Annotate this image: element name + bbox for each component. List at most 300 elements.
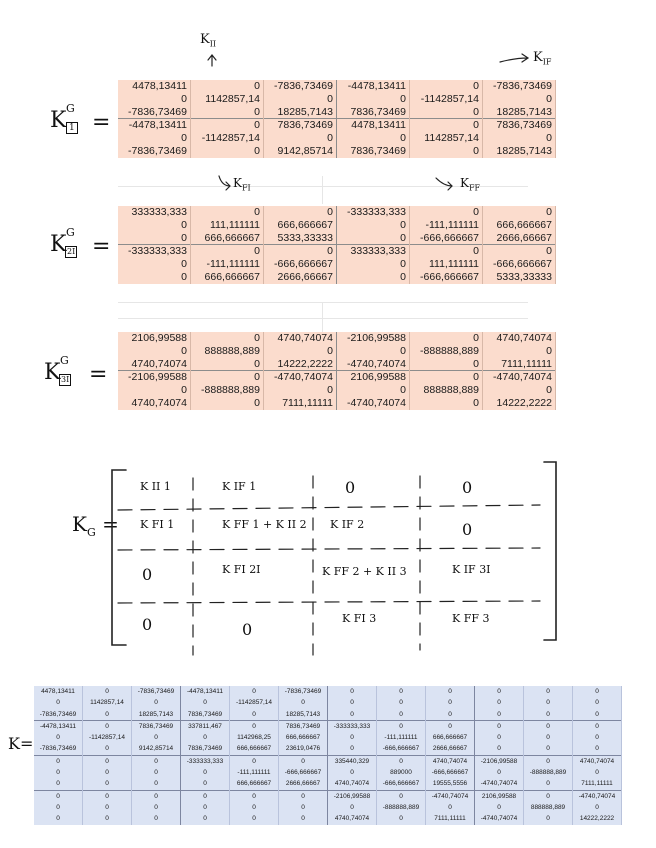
matrix-cell: 0 [191, 106, 264, 119]
matrix-cell: 0 [410, 358, 483, 371]
matrix-cell: 0 [337, 271, 410, 284]
matrix-cell: -4740,74074 [337, 358, 410, 371]
matrix-cell: 4478,13411 [118, 80, 191, 93]
matrix-cell: 0 [230, 755, 279, 767]
matrix-cell: 0 [118, 232, 191, 245]
matrix-cell: 0 [132, 755, 181, 767]
matrix-cell: -666,666667 [410, 271, 483, 284]
matrix-cell: -4740,74074 [483, 371, 556, 384]
matrix-cell: 0 [118, 219, 191, 232]
matrix-cell: 0 [483, 345, 556, 358]
matrix-row [118, 397, 556, 410]
matrix-cell: 0 [426, 802, 475, 813]
matrix-cell: -7836,73469 [118, 106, 191, 119]
matrix-cell: -666,666667 [426, 767, 475, 778]
arrow-right-icon [500, 54, 528, 62]
matrix-cell: -333333,333 [337, 206, 410, 219]
matrix-cell: -1142857,14 [410, 93, 483, 106]
bracket-left-icon [112, 470, 126, 645]
matrix-cell: 0 [34, 778, 83, 790]
matrix-cell: 7836,73469 [132, 720, 181, 732]
matrix-row [34, 755, 622, 767]
matrix-cell: 4740,74074 [328, 813, 377, 824]
annotation-k-ff-main: K [460, 176, 469, 190]
matrix-cell: 0 [191, 119, 264, 132]
matrix-cell: 0 [279, 790, 328, 802]
matrix-cell: 0 [132, 732, 181, 743]
block-matrix-cell: K IF 2 [330, 518, 365, 531]
matrix-row [34, 778, 622, 790]
matrix-cell: 0 [328, 802, 377, 813]
matrix-cell: 0 [337, 258, 410, 271]
matrix-cell: 0 [191, 245, 264, 258]
matrix-cell: 4740,74074 [118, 397, 191, 410]
matrix-cell: 0 [328, 767, 377, 778]
matrix-cell: 0 [524, 755, 573, 767]
block-matrix-cell: 0 [242, 620, 253, 639]
matrix3-label-main: K [44, 360, 61, 385]
matrix-cell: 0 [181, 778, 230, 790]
matrix-cell: 0 [377, 709, 426, 721]
matrix-cell: 5333,33333 [483, 271, 556, 284]
matrix-cell: 0 [264, 93, 337, 106]
matrix-cell: 0 [181, 813, 230, 824]
matrix-cell: 0 [426, 709, 475, 721]
matrix-cell: -666,666667 [264, 258, 337, 271]
global-block-label-equals: = [102, 512, 119, 536]
annotation-k-ff [460, 176, 480, 192]
matrix-cell: 7836,73469 [483, 119, 556, 132]
matrix-cell: -4478,13411 [34, 720, 83, 732]
matrix-cell: 0 [573, 802, 622, 813]
matrix-cell: 7111,11111 [264, 397, 337, 410]
matrix-row [34, 743, 622, 755]
spreadsheet-gridline [118, 302, 528, 303]
matrix-cell: 0 [83, 813, 132, 824]
matrix-row [118, 232, 556, 245]
matrix-cell: 0 [132, 697, 181, 708]
matrix-cell: -4740,74074 [475, 813, 524, 824]
matrix-cell: -2106,99588 [475, 755, 524, 767]
matrix1-label-main: K [50, 108, 67, 133]
matrix-cell: 0 [264, 132, 337, 145]
matrix-cell: 0 [181, 767, 230, 778]
matrix-cell: 0 [410, 245, 483, 258]
matrix3-label-sup: G [60, 354, 69, 367]
matrix-cell: 0 [83, 686, 132, 697]
matrix-cell: 0 [191, 206, 264, 219]
block-matrix-cell: K IF 3I [452, 563, 491, 576]
matrix-cell: 0 [377, 813, 426, 824]
matrix-cell: 7836,73469 [337, 106, 410, 119]
matrix-cell: 0 [483, 206, 556, 219]
matrix-cell: 0 [118, 132, 191, 145]
matrix-cell: 0 [264, 384, 337, 397]
annotation-k-ii-main: K [200, 32, 210, 47]
matrix-cell: 0 [573, 709, 622, 721]
matrix-cell: 0 [337, 93, 410, 106]
matrix-cell: 0 [279, 813, 328, 824]
matrix-cell: 0 [475, 709, 524, 721]
matrix-cell: 4740,74074 [264, 332, 337, 345]
block-divider [118, 505, 540, 510]
matrix-row [34, 802, 622, 813]
matrix-cell: 0 [230, 790, 279, 802]
matrix-cell: 0 [377, 686, 426, 697]
global-matrix-label: K= [8, 734, 34, 753]
matrix-cell: 14222,2222 [573, 813, 622, 824]
matrix-cell: 0 [475, 720, 524, 732]
matrix-row [34, 813, 622, 824]
matrix-cell: 4478,13411 [34, 686, 83, 697]
matrix-cell: 0 [573, 732, 622, 743]
matrix-cell: 666,666667 [264, 219, 337, 232]
matrix-cell: 14222,2222 [483, 397, 556, 410]
spreadsheet-gridline [118, 318, 528, 319]
matrix-cell: -4740,74074 [475, 778, 524, 790]
global-block-label-sub: G [86, 526, 96, 539]
matrix-cell: 0 [230, 709, 279, 721]
matrix-cell: 666,666667 [230, 743, 279, 755]
matrix-row [118, 145, 556, 158]
annotation-k-ii-sub: II [209, 39, 217, 49]
matrix-cell: 0 [181, 732, 230, 743]
annotation-k-if [533, 50, 551, 67]
matrix-cell: -7836,73469 [118, 145, 191, 158]
matrix-cell: -666,666667 [279, 767, 328, 778]
matrix-cell: 666,666667 [426, 732, 475, 743]
matrix-cell: 7836,73469 [181, 709, 230, 721]
matrix-cell: -888888,889 [191, 384, 264, 397]
matrix-cell: -666,666667 [483, 258, 556, 271]
matrix3-label-box: 3I [61, 375, 70, 384]
matrix-cell: 0 [377, 697, 426, 708]
matrix-cell: 0 [83, 802, 132, 813]
matrix-cell: -7836,73469 [483, 80, 556, 93]
matrix-cell: 0 [377, 720, 426, 732]
matrix-cell: -4740,74074 [264, 371, 337, 384]
matrix-cell: 0 [34, 767, 83, 778]
matrix-cell: 7111,11111 [573, 778, 622, 790]
matrix-cell: 23619,0476 [279, 743, 328, 755]
matrix-cell: 0 [337, 219, 410, 232]
spreadsheet-gridline [322, 302, 323, 332]
matrix-cell: 0 [118, 258, 191, 271]
matrix-cell: 0 [279, 755, 328, 767]
matrix-cell: 888888,889 [191, 345, 264, 358]
matrix-cell: 0 [83, 778, 132, 790]
matrix-cell: 0 [410, 119, 483, 132]
matrix-cell: 0 [337, 232, 410, 245]
matrix-cell: 0 [191, 371, 264, 384]
annotation-k-if-sub: IF [542, 57, 552, 67]
matrix-cell: 4478,13411 [337, 119, 410, 132]
matrix-cell: -888888,889 [524, 767, 573, 778]
matrix-cell: -888888,889 [377, 802, 426, 813]
matrix-cell: -1142857,14 [83, 732, 132, 743]
matrix-cell: 0 [475, 743, 524, 755]
matrix-cell: 0 [132, 790, 181, 802]
matrix-cell: 0 [191, 145, 264, 158]
matrix-row [34, 732, 622, 743]
matrix-cell: 0 [410, 145, 483, 158]
matrix-cell: 0 [573, 767, 622, 778]
matrix-cell: 0 [483, 93, 556, 106]
matrix-cell: 7836,73469 [181, 743, 230, 755]
matrix-cell: 0 [230, 686, 279, 697]
matrix-cell: 1142857,14 [191, 93, 264, 106]
matrix-cell: -4478,13411 [181, 686, 230, 697]
matrix-cell: 0 [426, 720, 475, 732]
block-divider [118, 601, 540, 603]
matrix-cell: 0 [83, 790, 132, 802]
matrix-cell: 18285,7143 [279, 709, 328, 721]
block-matrix-cell: K FI 2I [222, 563, 261, 576]
matrix-cell: 0 [377, 790, 426, 802]
matrix-cell: 666,666667 [279, 732, 328, 743]
matrix-row [118, 371, 556, 384]
matrix-cell: 14222,2222 [264, 358, 337, 371]
matrix-cell: 0 [328, 686, 377, 697]
matrix-cell: 0 [410, 332, 483, 345]
matrix2-label-box: 2I [67, 247, 76, 256]
matrix-cell: 0 [410, 80, 483, 93]
matrix-cell: 0 [475, 697, 524, 708]
matrix-cell: 889000 [377, 767, 426, 778]
matrix-cell: 0 [475, 686, 524, 697]
matrix-cell: 0 [337, 132, 410, 145]
matrix-cell: -111,111111 [230, 767, 279, 778]
matrix-row [34, 709, 622, 721]
matrix-cell: 0 [524, 709, 573, 721]
matrix2-label-sup: G [66, 226, 75, 239]
matrix-cell: 4740,74074 [573, 755, 622, 767]
matrix-row [118, 345, 556, 358]
matrix-cell: 0 [132, 813, 181, 824]
matrix-cell: -4740,74074 [426, 790, 475, 802]
arrow-up-icon [208, 55, 216, 66]
matrix-cell: 7111,11111 [483, 358, 556, 371]
matrix-cell: 0 [377, 755, 426, 767]
matrix-cell: 0 [264, 245, 337, 258]
matrix-cell: 0 [264, 206, 337, 219]
matrix-cell: 0 [132, 778, 181, 790]
matrix-cell: 666,666667 [230, 778, 279, 790]
matrix-row [34, 790, 622, 802]
matrix-cell: 0 [230, 802, 279, 813]
matrix-cell: 1142857,14 [83, 697, 132, 708]
matrix-row [118, 332, 556, 345]
matrix-cell: 0 [573, 697, 622, 708]
annotation-k-if-main: K [533, 50, 543, 65]
matrix-row [34, 686, 622, 697]
annotation-k-ff-sub: FF [468, 183, 481, 193]
matrix-cell: 4740,74074 [483, 332, 556, 345]
matrix-row [34, 697, 622, 708]
annotation-k-fi-sub: FI [241, 183, 251, 193]
block-matrix-cell: 0 [142, 565, 153, 584]
matrix-cell: -2106,99588 [328, 790, 377, 802]
matrix1-label-sup: G [66, 102, 75, 115]
matrix-cell: 0 [524, 720, 573, 732]
matrix-cell: 2666,66667 [264, 271, 337, 284]
matrix-cell: 0 [573, 743, 622, 755]
matrix-row [118, 80, 556, 93]
matrix-cell: 0 [118, 93, 191, 106]
matrix-row [118, 93, 556, 106]
block-matrix-cell: K FF 1 + K II 2 [222, 518, 307, 531]
matrix-cell: 0 [118, 345, 191, 358]
matrix-cell: -666,666667 [377, 743, 426, 755]
matrix-cell: 0 [191, 80, 264, 93]
matrix-cell: -111,111111 [410, 219, 483, 232]
matrix-cell: -666,666667 [377, 778, 426, 790]
bracket-right-icon [544, 462, 556, 640]
matrix-cell: 9142,85714 [264, 145, 337, 158]
block-matrix-cell: K FF 3 [452, 612, 490, 625]
matrix-cell: -666,666667 [410, 232, 483, 245]
matrix-cell: 0 [83, 709, 132, 721]
global-stiffness-matrix [34, 686, 622, 825]
matrix-cell: 18285,7143 [132, 709, 181, 721]
matrix2-label-equals: = [92, 234, 111, 259]
matrix3-label-equals: = [89, 362, 108, 387]
matrix-cell: 0 [524, 732, 573, 743]
matrix-cell: 666,666667 [191, 271, 264, 284]
arrow-hook-icon [436, 178, 452, 190]
matrix-cell: 0 [483, 245, 556, 258]
matrix-cell: 7836,73469 [264, 119, 337, 132]
matrix-cell: 2106,99588 [337, 371, 410, 384]
matrix-row [118, 206, 556, 219]
matrix-cell: 2106,99588 [475, 790, 524, 802]
matrix-cell: 0 [191, 358, 264, 371]
matrix-cell: 111,111111 [410, 258, 483, 271]
element-1-stiffness-matrix [118, 80, 556, 158]
matrix-cell: 0 [475, 767, 524, 778]
matrix-cell: 0 [475, 802, 524, 813]
block-matrix-cell: 0 [462, 478, 473, 497]
matrix-cell: 0 [410, 371, 483, 384]
matrix-cell: 0 [279, 697, 328, 708]
matrix-cell: 666,666667 [191, 232, 264, 245]
matrix-cell: 2666,66667 [483, 232, 556, 245]
matrix-cell: 0 [181, 697, 230, 708]
matrix-cell: -1142857,14 [230, 697, 279, 708]
matrix-row [118, 119, 556, 132]
matrix-cell: -4478,13411 [118, 119, 191, 132]
matrix-cell: 0 [83, 720, 132, 732]
annotation-k-fi [233, 176, 251, 192]
matrix-cell: 0 [524, 790, 573, 802]
element-3-stiffness-matrix [118, 332, 556, 410]
matrix-cell: 1142968,25 [230, 732, 279, 743]
matrix-cell: -4740,74074 [337, 397, 410, 410]
matrix1-label-box: 1 [66, 122, 78, 134]
matrix-cell: 888888,889 [524, 802, 573, 813]
matrix-cell: 0 [328, 709, 377, 721]
annotation-k-ii [200, 32, 216, 49]
matrix-row [118, 132, 556, 145]
matrix-cell: -333333,333 [328, 720, 377, 732]
matrix-cell: 337811,467 [181, 720, 230, 732]
matrix-cell: 888888,889 [410, 384, 483, 397]
matrix-cell: 0 [34, 802, 83, 813]
arrow-hook-icon [219, 176, 230, 190]
block-matrix-cell: 0 [345, 478, 356, 497]
matrix-row [34, 767, 622, 778]
matrix-cell: 0 [426, 697, 475, 708]
matrix-cell: 4740,74074 [118, 358, 191, 371]
matrix-cell: 0 [34, 732, 83, 743]
matrix-cell: 0 [83, 767, 132, 778]
matrix-row [118, 358, 556, 371]
matrix-cell: -7836,73469 [279, 686, 328, 697]
matrix-cell: 0 [181, 802, 230, 813]
matrix-cell: 0 [34, 697, 83, 708]
matrix-cell: 0 [483, 132, 556, 145]
matrix-cell: 0 [328, 697, 377, 708]
matrix-cell: 0 [230, 813, 279, 824]
matrix-cell: 0 [132, 767, 181, 778]
matrix-cell: 0 [337, 384, 410, 397]
matrix-cell: 0 [328, 743, 377, 755]
matrix-cell: -111,111111 [191, 258, 264, 271]
matrix-row [118, 245, 556, 258]
matrix-row [118, 258, 556, 271]
matrix-row [118, 384, 556, 397]
matrix-cell: 0 [118, 271, 191, 284]
matrix-cell: 4740,74074 [328, 778, 377, 790]
matrix-cell: 2666,66667 [279, 778, 328, 790]
matrix-cell: 7836,73469 [279, 720, 328, 732]
matrix-cell: 2666,66667 [426, 743, 475, 755]
matrix-cell: 0 [34, 790, 83, 802]
matrix-cell: 18285,7143 [264, 106, 337, 119]
matrix-cell: -2106,99588 [118, 371, 191, 384]
matrix-row [118, 219, 556, 232]
matrix-row [34, 720, 622, 732]
matrix-cell: 0 [279, 802, 328, 813]
matrix-cell: 0 [410, 106, 483, 119]
matrix-cell: 9142,85714 [132, 743, 181, 755]
matrix-cell: 5333,33333 [264, 232, 337, 245]
matrix1-label-equals: = [92, 110, 111, 135]
matrix-cell: 19555,5556 [426, 778, 475, 790]
matrix-cell: 0 [524, 813, 573, 824]
matrix-cell: 4740,74074 [426, 755, 475, 767]
matrix-cell: 0 [524, 697, 573, 708]
matrix2-label [50, 226, 111, 259]
matrix-cell: -4740,74074 [573, 790, 622, 802]
matrix-cell: 333333,333 [118, 206, 191, 219]
matrix-cell: 0 [230, 720, 279, 732]
matrix-cell: 18285,7143 [483, 145, 556, 158]
matrix-cell: 0 [264, 345, 337, 358]
matrix-cell: -7836,73469 [132, 686, 181, 697]
block-matrix-cell: K FI 1 [140, 518, 175, 531]
matrix-cell: 2106,99588 [118, 332, 191, 345]
matrix-cell: 0 [132, 802, 181, 813]
matrix-cell: -7836,73469 [34, 709, 83, 721]
matrix-cell: -111,111111 [377, 732, 426, 743]
matrix-cell: -4478,13411 [337, 80, 410, 93]
block-matrix-cell: K II 1 [140, 480, 171, 493]
matrix-cell: -333333,333 [181, 755, 230, 767]
matrix3-label [44, 354, 108, 387]
matrix-cell: 335440,329 [328, 755, 377, 767]
element-2-stiffness-matrix [118, 206, 556, 284]
